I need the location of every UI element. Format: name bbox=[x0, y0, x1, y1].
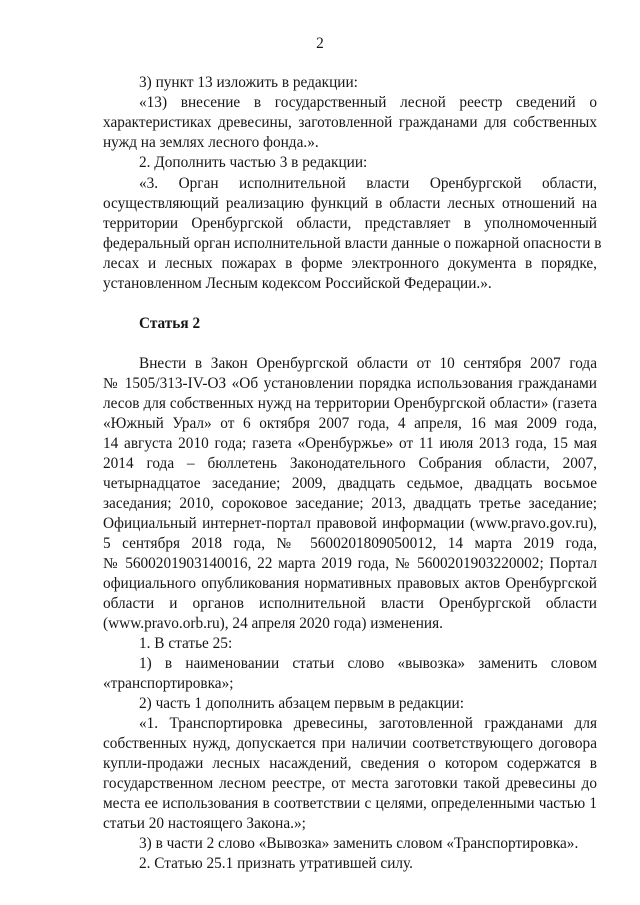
text-line: государственном лесном реестре, от места заготовки такой древесины до bbox=[103, 775, 597, 792]
text-line: 2) часть 1 дополнить абзацем первым в редакции: bbox=[139, 695, 464, 712]
page-number: 2 bbox=[316, 35, 324, 52]
text-line: характеристиках древесины, заготовленной гражданами для собственных bbox=[103, 114, 597, 131]
text-line: 2. Дополнить частью 3 в редакции: bbox=[139, 154, 368, 171]
text-line: заседания; 2010, сороковое заседание; 2013, двадцать третье заседание; bbox=[103, 495, 597, 512]
text-line: статьи 20 настоящего Закона.»; bbox=[103, 815, 306, 832]
text-line: 5 сентября 2018 года, № 5600201809050012, 14 марта 2019 года, bbox=[103, 535, 597, 552]
text-line: № 1505/313-IV-ОЗ «Об установлении порядка использования гражданами bbox=[103, 375, 597, 392]
text-line: 2. Статью 25.1 признать утратившей силу. bbox=[139, 855, 413, 872]
text-line: (www.pravo.orb.ru), 24 апреля 2020 года) изменения. bbox=[103, 615, 443, 632]
text-line: территории Оренбургской области, представляет в уполномоченный bbox=[103, 215, 597, 232]
text-line: 14 августа 2010 года; газета «Оренбуржье» от 11 июля 2013 года, 15 мая bbox=[103, 435, 597, 452]
text-line: 1) в наименовании статьи слово «вывозка» заменить словом bbox=[139, 655, 597, 672]
text-line: официального опубликования нормативных правовых актов Оренбургской bbox=[103, 575, 597, 592]
text-line: собственных нужд, допускается при наличии соответствующего договора bbox=[103, 735, 597, 752]
text-line: «1. Транспортировка древесины, заготовленной гражданами для bbox=[139, 715, 597, 732]
text-line: 3) в части 2 слово «Вывозка» заменить словом «Транспортировка». bbox=[139, 835, 579, 852]
text-line: лесов для собственных нужд на территории Оренбургской области» (газета bbox=[103, 395, 597, 412]
text-line: 3) пункт 13 изложить в редакции: bbox=[139, 74, 358, 91]
text-line: Официальный интернет-портал правовой информации (www.pravo.gov.ru), bbox=[103, 515, 597, 532]
text-line: «Южный Урал» от 6 октября 2007 года, 4 апреля, 16 мая 2009 года, bbox=[103, 415, 597, 432]
text-line: установленном Лесным кодексом Российской Федерации.». bbox=[103, 275, 492, 292]
text-line: купли-продажи лесных насаждений, сведения о котором содержатся в bbox=[103, 755, 597, 772]
article-heading: Статья 2 bbox=[139, 315, 201, 332]
text-line: осуществляющий реализацию функций в области лесных отношений на bbox=[103, 195, 597, 212]
text-line: лесах и лесных пожарах в форме электронного документа в порядке, bbox=[103, 255, 597, 272]
text-line: «13) внесение в государственный лесной реестр сведений о bbox=[139, 94, 597, 111]
text-line: Внести в Закон Оренбургской области от 10 сентября 2007 года bbox=[139, 355, 597, 372]
text-line: № 5600201903140016, 22 марта 2019 года, № 5600201903220002; Портал bbox=[103, 555, 597, 572]
text-line: области и органов исполнительной власти Оренбургской области bbox=[103, 595, 597, 612]
text-line: нужд на землях лесного фонда.». bbox=[103, 134, 319, 151]
text-line: 2014 года – бюллетень Законодательного Собрания области, 2007, bbox=[103, 455, 597, 472]
text-line: 1. В статье 25: bbox=[139, 635, 233, 652]
text-line: федеральный орган исполнительной власти данные о пожарной опасности в bbox=[103, 235, 602, 252]
text-line: «3. Орган исполнительной власти Оренбургской области, bbox=[139, 175, 597, 192]
text-line: четырнадцатое заседание; 2009, двадцать седьмое, двадцать восьмое bbox=[103, 475, 597, 492]
text-line: «транспортировка»; bbox=[103, 675, 234, 692]
text-line: места ее использования в соответствии с целями, определенными частью 1 bbox=[103, 795, 597, 812]
